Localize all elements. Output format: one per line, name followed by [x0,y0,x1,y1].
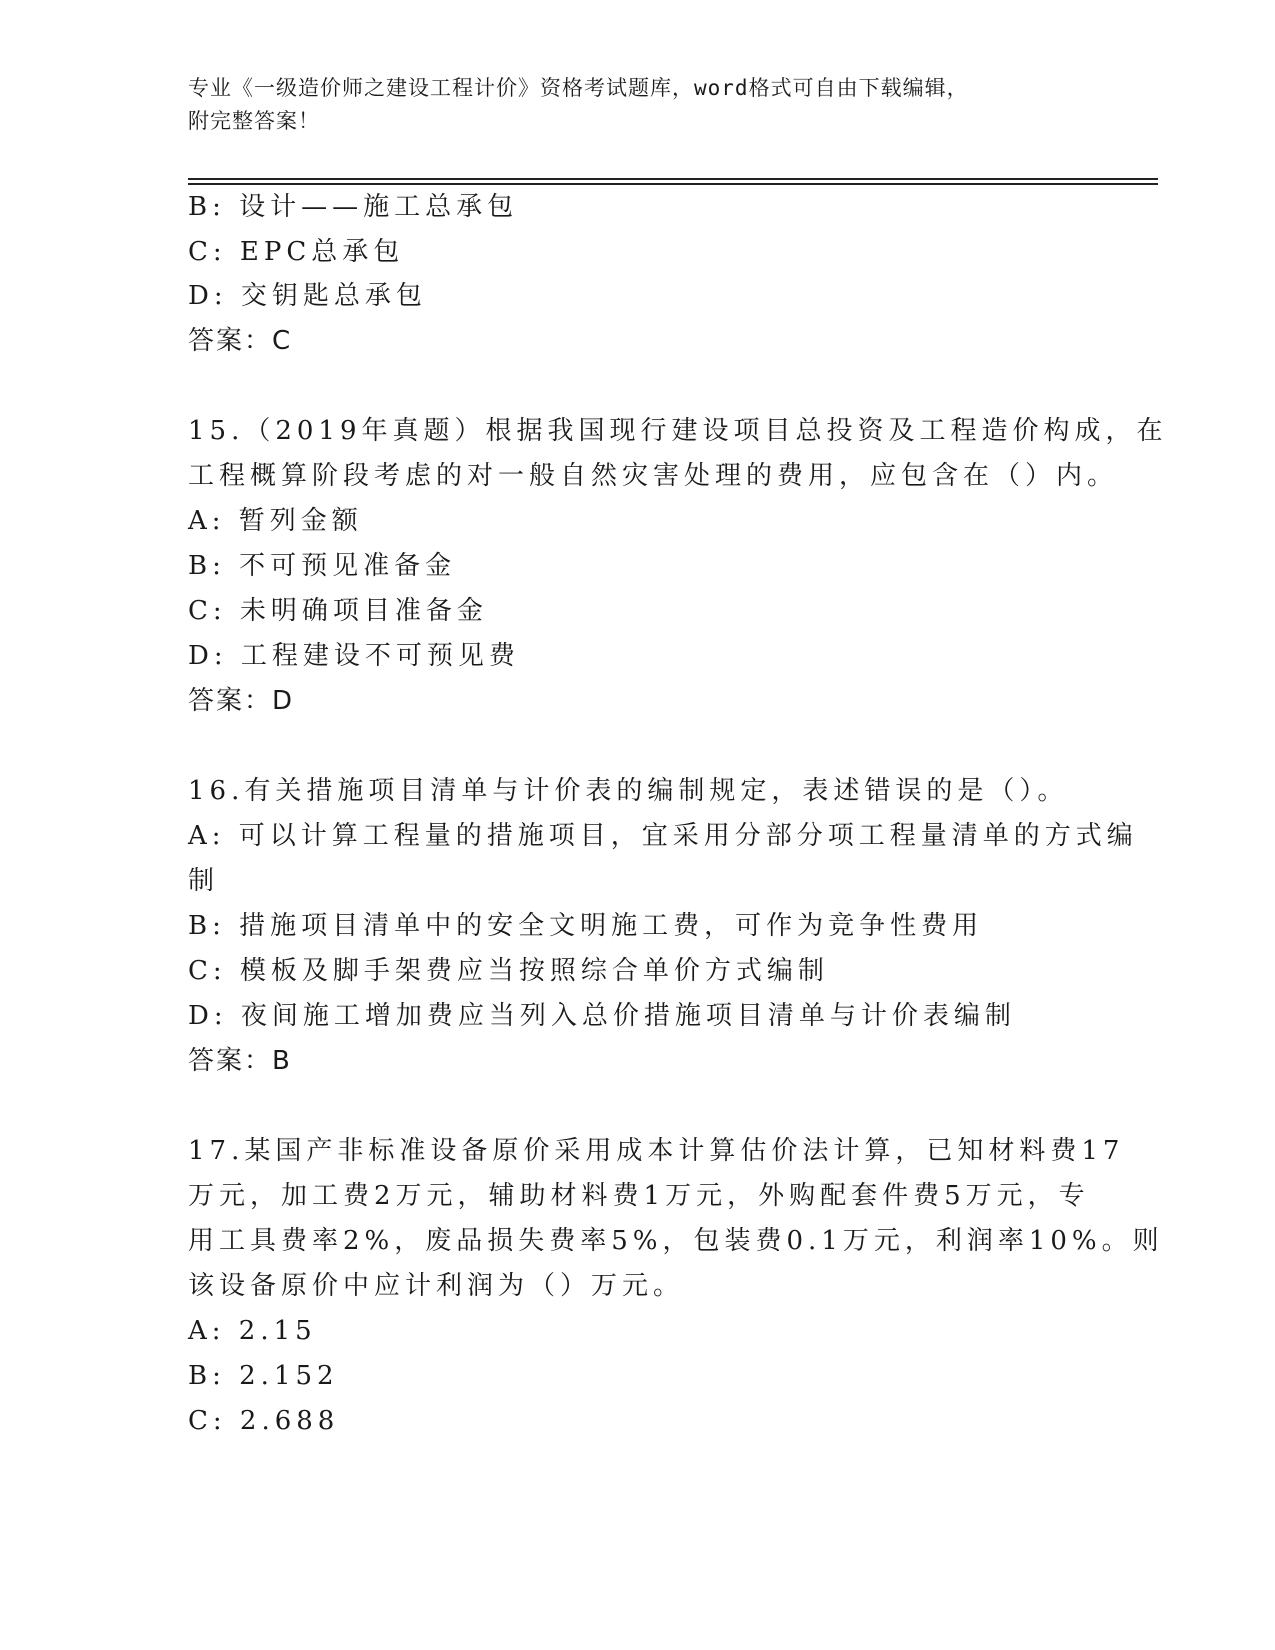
header-line-2: 附完整答案！ [188,109,320,133]
q14-option-b: B: 设计——施工总承包 [188,192,519,222]
q17-option-c: C: 2.688 [188,1406,340,1436]
q16-option-a-line-2: 制 [188,866,220,896]
q16-option-c: C: 模板及脚手架费应当按照综合单价方式编制 [188,956,829,986]
q16-option-a-line-1: A: 可以计算工程量的措施项目，宜采用分部分项工程量清单的方式编 [188,821,1138,851]
header-divider-bottom [188,183,1158,185]
q16-answer: 答案：B [188,1046,292,1076]
q15-answer: 答案：D [188,686,295,716]
q16-stem-line-1: 16.有关措施项目清单与计价表的编制规定，表述错误的是（）。 [188,776,1069,806]
q15-option-c: C: 未明确项目准备金 [188,596,488,626]
q15-stem-line-1: 15.（2019年真题）根据我国现行建设项目总投资及工程造价构成，在 [188,416,1168,446]
q17-stem-line-2: 万元，加工费2万元，辅助材料费1万元，外购配套件费5万元，专 [188,1181,1090,1211]
q15-option-d: D: 工程建设不可预见费 [188,641,520,671]
q15-option-a: A: 暂列金额 [188,506,363,536]
header-line-1: 专业《一级造价师之建设工程计价》资格考试题库，word格式可自由下载编辑， [188,76,969,100]
q14-option-c: C: EPC总承包 [188,237,405,267]
q16-option-d: D: 夜间施工增加费应当列入总价措施项目清单与计价表编制 [188,1001,1016,1031]
q17-option-b: B: 2.152 [188,1361,339,1391]
q15-stem-line-2: 工程概算阶段考虑的对一般自然灾害处理的费用，应包含在（）内。 [188,461,1119,491]
q17-option-a: A: 2.15 [188,1316,317,1346]
q14-option-d: D: 交钥匙总承包 [188,281,427,311]
q17-stem-line-3: 用工具费率2%，废品损失费率5%，包装费0.1万元，利润率10%。则 [188,1226,1164,1256]
header-divider-top [188,178,1158,180]
q17-stem-line-1: 17.某国产非标准设备原价采用成本计算估价法计算，已知材料费17 [188,1136,1125,1166]
q15-option-b: B: 不可预见准备金 [188,551,457,581]
q17-stem-line-4: 该设备原价中应计利润为（）万元。 [188,1271,685,1301]
q16-option-b: B: 措施项目清单中的安全文明施工费，可作为竞争性费用 [188,911,984,941]
document-header [188,72,1088,138]
q14-answer: 答案：C [188,326,293,356]
